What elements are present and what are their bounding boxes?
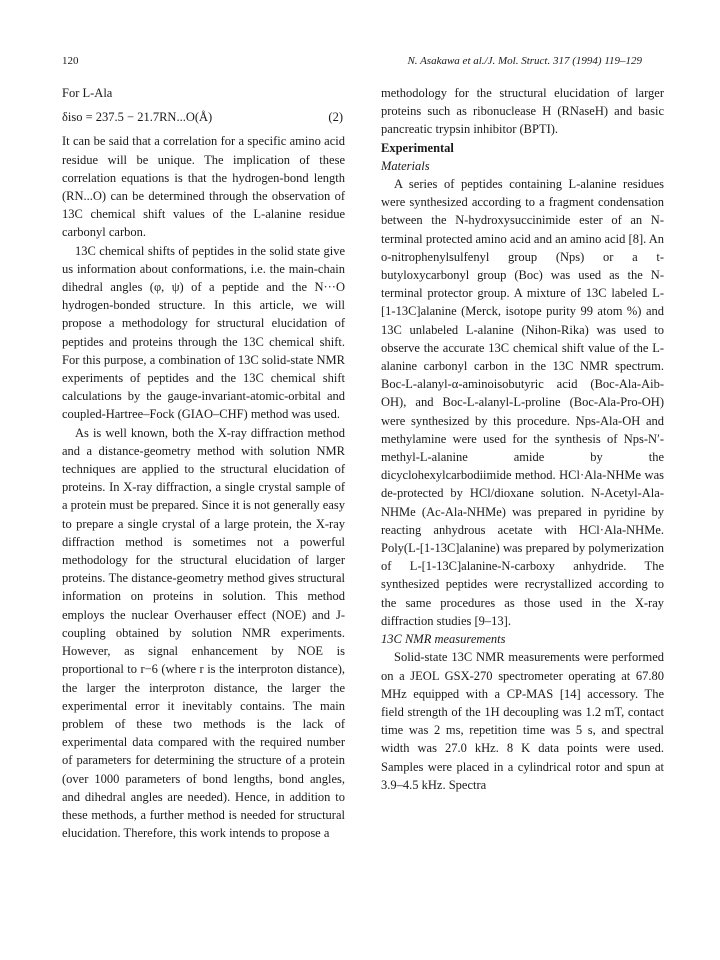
paragraph-correlation: It can be said that a correlation for a specific amino acid residue will be unique. The implication of these correlation equations is that the hydrogen-bond length (RN...O) can be determined through the observation of 13C chemical shift values of the L-alanine residue carbonyl carbon. bbox=[62, 134, 345, 240]
equation-2 bbox=[62, 108, 345, 126]
section-heading-experimental: Experimental bbox=[381, 140, 454, 155]
paragraph-continuation: methodology for the structural elucidation of larger proteins such as ribonuclease H (RNaseH) and basic pancreatic trypsin inhibitor (BPTI). bbox=[381, 86, 664, 137]
paragraph-chemical-shifts: 13C chemical shifts of peptides in the solid state give us information about conformations, i.e. the main-chain dihedral angles (φ, ψ) of a peptide and the N···O hydrogen-bonded structure. In this article, we will propose a methodology for structural elucidation of peptides and proteins through the 13C chemical shift. For this purpose, a combination of 13C solid-state NMR experiments of peptides and the 13C chemical shift calculations by the gauge-invariant-atomic-orbital and coupled-Hartree–Fock (GIAO–CHF) method was used. bbox=[62, 243, 345, 422]
equation-text: δiso = 237.5 − 21.7RN...O(Å) bbox=[62, 110, 213, 125]
page-number: 120 bbox=[62, 55, 79, 67]
running-header: N. Asakawa et al./J. Mol. Struct. 317 (1994) 119–129 bbox=[407, 55, 642, 67]
subsection-heading-materials: Materials bbox=[381, 158, 430, 173]
paragraph-xray-methods: As is well known, both the X-ray diffraction method and a distance-geometry method with solution NMR techniques are applied to the structural elucidation of proteins. In X-ray diffraction, a single crystal sample of a protein must be prepared. Since it is not generally easy to prepare a single crystal of a large protein, the X-ray diffraction method is sometimes not a powerful methodology for the structural elucidation of larger proteins. The distance-geometry method gives structural information on proteins in solution. This method employs the nuclear Overhauser effect (NOE) and J-coupling obtained by solution NMR experiments. However, as signal enhancement by NOE is proportional to r−6 (where r is the interproton distance), the larger the interproton distance, the larger the experimental error it inevitably contains. The main problem of these two methods is the lack of experimental data compared with the required number of parameters for determining the structure of a protein (over 1000 parameters of bond lengths, bond angles, and dihedral angles are needed). Hence, in addition to these methods, a further method is needed for structural elucidation. Therefore, this work intends to propose a bbox=[62, 425, 345, 841]
right-column bbox=[381, 84, 664, 794]
equation-number: (2) bbox=[328, 110, 343, 125]
equation-label: For L-Ala bbox=[62, 86, 113, 100]
subsection-heading-nmr: 13C NMR measurements bbox=[381, 632, 506, 647]
paragraph-materials: A series of peptides containing L-alanine residues were synthesized according to a fragment condensation between the N-hydroxysuccinimide ester of an N-terminal protected amino acid and an amino acid [8]. An o-nitrophenylsulfenyl group (Nps) or a t-butyloxycarbonyl group (Boc) was used as the N-terminal protector group. A mixture of 13C labeled L-[1-13C]alanine (Merck, isotope purity 99 atom %) and 13C unlabeled L-alanine (Nihon-Rika) was used to observe the accurate 13C chemical shift value of the L-alanine carbonyl carbon in the 13C NMR spectrum. Boc-L-alanyl-α-aminoisobutyric acid (Boc-Ala-Aib-OH), and Boc-L-alanyl-L-proline (Boc-Ala-Pro-OH) were synthesized by this procedure. Nps-Ala-OH and methylamine were used for the synthesis of Nps-N′-methyl-L-alanine amide by the dicyclohexylcarbodiimide method. HCl·Ala-NHMe was de-protected by HCl/dioxane solution. N-Acetyl-Ala-NHMe (Ac-Ala-NHMe) was prepared in pyridine by reacting anhydrous acetate with HCl·Ala-NHMe. Poly(L-[1-13C]alanine) was prepared by polymerization of L-[1-13C]alanine-N-carboxy anhydride. The synthesized peptides were recrystallized according to the same procedures as those used in the X-ray diffraction studies [9–13]. bbox=[381, 177, 664, 628]
paragraph-nmr-measurements: Solid-state 13C NMR measurements were performed on a JEOL GSX-270 spectrometer operating at 67.80 MHz equipped with a CP-MAS [14] accessory. The field strength of the 1H decoupling was 1.2 mT, contact time was 2 ms, repetition time was 5 s, and spectral width was 27.0 kHz. 8 K data points were used. Samples were placed in a cylindrical rotor and spun at 3.9–4.5 kHz. Spectra bbox=[381, 650, 664, 792]
left-column bbox=[62, 84, 345, 842]
